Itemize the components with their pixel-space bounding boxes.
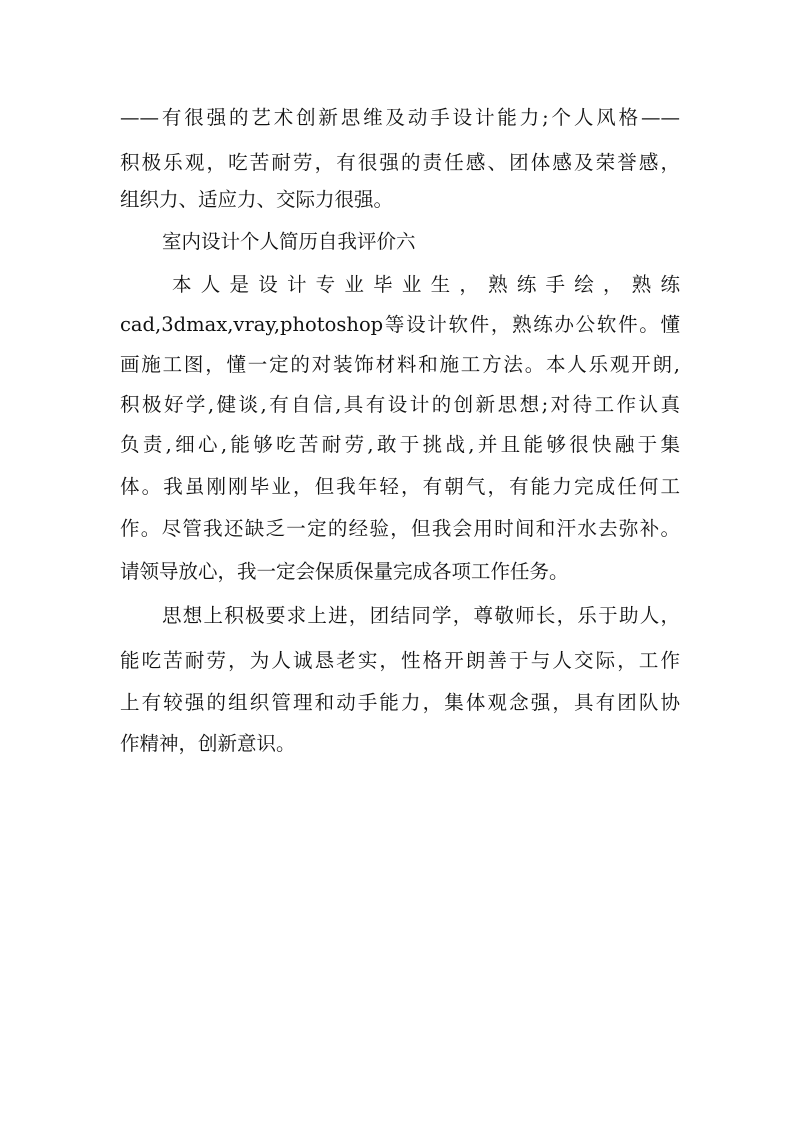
text-line: cad,3dmax,vray,photoshop等设计软件，熟练办公软件。懂: [120, 313, 680, 336]
text-line: 组织力、适应力、交际力很强。: [120, 188, 394, 211]
text-line: 积极乐观，吃苦耐劳，有很强的责任感、团体感及荣誉感，: [120, 151, 680, 174]
text-line: 积极好学,健谈,有自信,具有设计的创新思想;对待工作认真: [120, 393, 680, 416]
section-heading: 室内设计个人简历自我评价六: [162, 230, 416, 253]
text-line: 作。尽管我还缺乏一定的经验，但我会用时间和汗水去弥补。: [120, 517, 680, 540]
text-line: 体。我虽刚刚毕业，但我年轻，有朝气，有能力完成任何工: [120, 475, 680, 498]
text-line: ——有很强的艺术创新思维及动手设计能力;个人风格——: [120, 106, 680, 129]
text-line: 请领导放心，我一定会保质保量完成各项工作任务。: [120, 560, 569, 583]
text-line: 思想上积极要求上进，团结同学，尊敬师长，乐于助人，: [162, 604, 680, 627]
text-line: 负责,细心,能够吃苦耐劳,敢于挑战,并且能够很快融于集: [120, 433, 680, 456]
text-line: 作精神，创新意识。: [120, 732, 296, 755]
text-line: 上有较强的组织管理和动手能力，集体观念强，具有团队协: [120, 691, 680, 714]
text-line: 本人是设计专业毕业生，熟练手绘，熟练: [172, 273, 680, 296]
text-line: 能吃苦耐劳，为人诚恳老实，性格开朗善于与人交际，工作: [120, 649, 680, 672]
text-line: 画施工图，懂一定的对装饰材料和施工方法。本人乐观开朗,: [120, 353, 680, 376]
